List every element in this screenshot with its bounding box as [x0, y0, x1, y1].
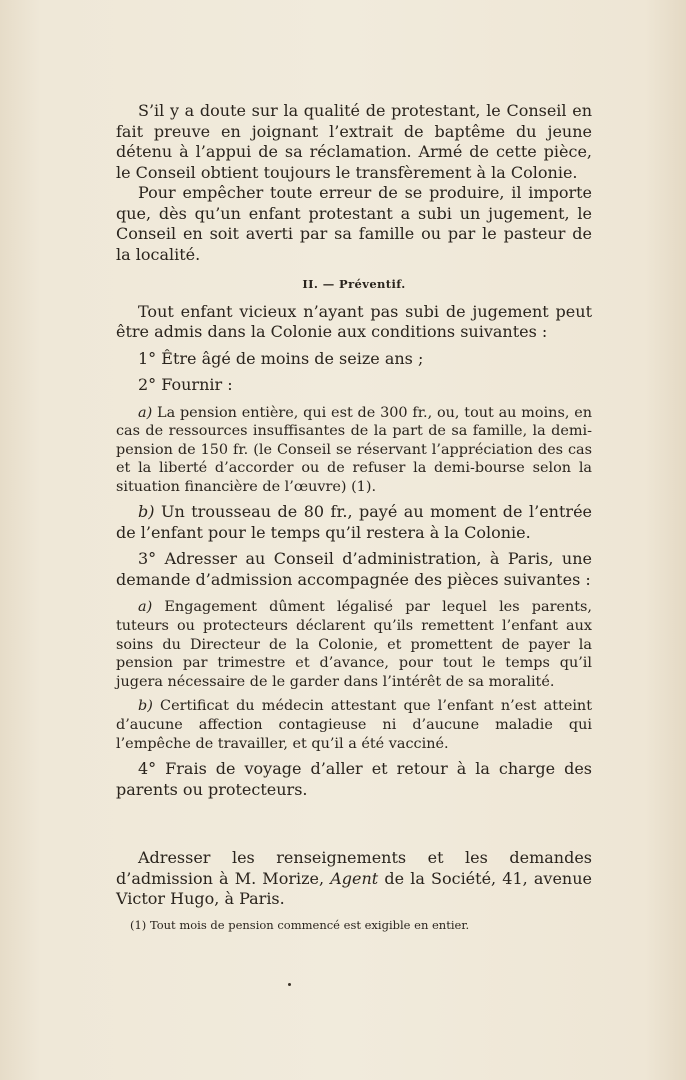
contact-text: Adresser les renseignements et les demandes d’admission à M. Morize,: [116, 848, 592, 888]
paragraph-prevent-error: Pour empêcher toute erreur de se produire, il importe que, dès qu’un enfant protestant a subi un jugement, le Conseil en soit averti par sa famille ou par le pasteur de la localité.: [116, 183, 592, 264]
paragraph-admission-intro: Tout enfant vicieux n’ayant pas subi de jugement peut être admis dans la Colonie aux conditions suivantes :: [116, 301, 592, 341]
condition-request: 3° Adresser au Conseil d’administration, à Paris, une demande d’admission accompagnée des pièces suivantes :: [116, 549, 592, 589]
item-label: b): [138, 698, 153, 715]
page-body: [116, 101, 592, 910]
section-heading: II. — Préventif.: [302, 277, 406, 291]
agent-title: Agent: [330, 868, 379, 888]
item-trousseau: [116, 502, 592, 543]
footnote: (1) Tout mois de pension commencé est exigible en entier.: [130, 918, 470, 932]
paragraph-contact: [116, 848, 592, 910]
document-engagement: [116, 598, 592, 691]
contact-address: de la Société, 41, avenue Victor Hugo, à Paris.: [116, 868, 592, 909]
item-text: Un trousseau de 80 fr., payé au moment de l’entrée de l’enfant pour le temps qu’il restera à la Colonie.: [116, 502, 592, 542]
condition-age: 1° Être âgé de moins de seize ans ;: [138, 348, 424, 368]
item-label: a): [138, 404, 153, 421]
paragraph-protestant-doubt: S’il y a doute sur la qualité de protestant, le Conseil en fait preuve en joignant l’extrait de baptême du jeune détenu à l’appui de sa réclamation. Armé de cette pièce, le Conseil obtient toujours le transfèrement à la Colonie.: [116, 101, 592, 182]
item-label: b): [138, 502, 155, 522]
item-text: Engagement dûment légalisé par lequel les parents, tuteurs ou protecteurs déclarent qu’ils remettent l’enfant aux soins du Directeur de la Colonie, et promettent de payer la pension par trimestre et d’avance, pour tout le temps qu’il jugera nécessaire de le garder dans l’intérêt de sa moralité.: [116, 599, 592, 690]
item-label: a): [138, 599, 153, 616]
item-pension: [116, 404, 592, 497]
condition-provide: 2° Fournir :: [138, 375, 233, 394]
item-text: Certificat du médecin attestant que l’enfant n’est atteint d’aucune affection contagieuse ni d’aucune maladie qui l’empêche de travailler, et qu’il a été vacciné.: [116, 698, 592, 752]
condition-travel: 4° Frais de voyage d’aller et retour à la charge des parents ou protecteurs.: [116, 759, 592, 799]
page-mark: [288, 983, 291, 986]
document-certificate: [116, 697, 592, 753]
item-text: La pension entière, qui est de 300 fr., ou, tout au moins, en cas de ressources insuffisantes de la part de sa famille, la demi-pension de 150 fr. (le Conseil se réservant l’appréciation des cas et la liberté d’accorder ou de refuser la demi-bourse selon la situation financière de l’œuvre) (1).: [116, 404, 592, 495]
